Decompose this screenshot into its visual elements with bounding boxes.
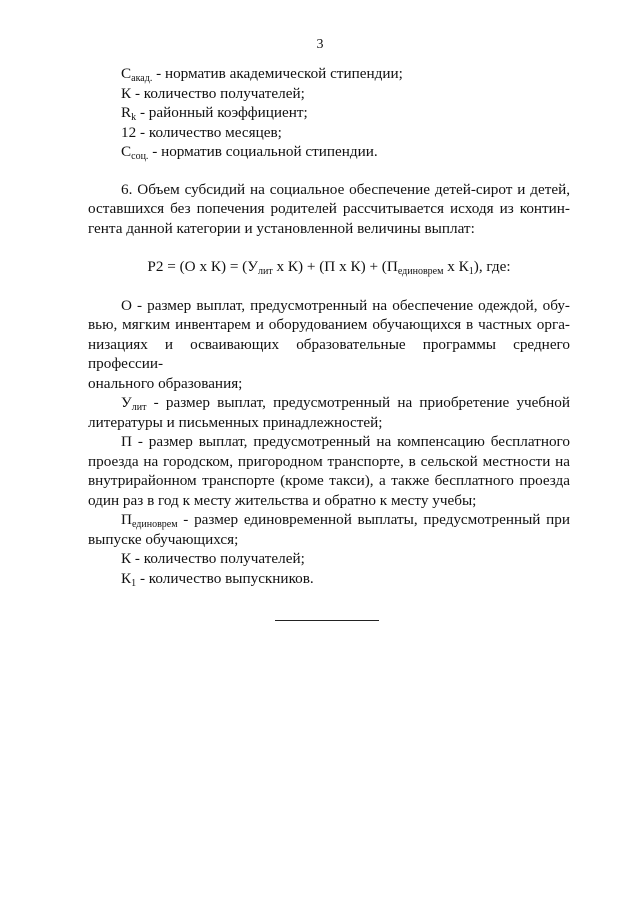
definition-p: П - размер выплат, предусмотренный на компенсацию бесплатного проезда на городском, пригородном транспорте, в сельской местности на внутрирайонном транспорте (кроме такси), а также бесплатного проезда один раз в год к месту жительства и обратно к месту учебы;: [88, 433, 570, 509]
spacer: [88, 277, 570, 296]
paragraph-6: [88, 180, 570, 239]
definition-k: К - количество получателей;: [121, 84, 305, 102]
definition-p-edinovrem: $П_{единоврем}$ - размер единовременной выплаты, предусмотренный при выпуске обучающихся;: [88, 511, 570, 548]
spacer: [88, 238, 570, 257]
paragraph-6-line-3: гента данной категории и установленной величины выплат:: [88, 219, 475, 237]
page-number: 3: [316, 37, 324, 52]
definition-akad: $С_{акад.}$ - норматив академической стипендии;: [121, 65, 403, 84]
end-separator-line: [275, 620, 379, 621]
definition-rk: $R_k$ - районный коэффициент;: [121, 104, 308, 123]
definition-k-recipients: К - количество получателей;: [121, 550, 305, 567]
definition-soc: $С_{соц.}$ - норматив социальной стипендии.: [121, 143, 378, 162]
definition-k1: $К_1$ - количество выпускников.: [121, 569, 314, 589]
definition-u-lit: $У_{лит}$ - размер выплат, предусмотренный на приобретение учебной литературы и письменных принадлежностей;: [88, 394, 570, 431]
paragraph-6-line-2: оставшихся без попечения родителей рассчитывается исходя из контин-: [88, 200, 570, 217]
definition-o: О - размер выплат, предусмотренный на обеспечение одеждой, обу- вью, мягким инвентарем и оборудованием обучающихся в частных орга- низациях и осваивающих образовательные программы среднего профессии- онального образования;: [88, 296, 570, 392]
formula-p2: Р2 = (О х $К) = (У_{лит}$ х К) + (П х $К) + (П_{единоврем}$ х $К_1$), где:: [147, 258, 511, 277]
spacer: [88, 162, 570, 180]
definition-12: 12 - количество месяцев;: [121, 123, 282, 141]
paragraph-6-line-1: 6. Объем субсидий на социальное обеспечение детей-сирот и детей,: [121, 180, 570, 198]
document-body: [88, 64, 570, 588]
